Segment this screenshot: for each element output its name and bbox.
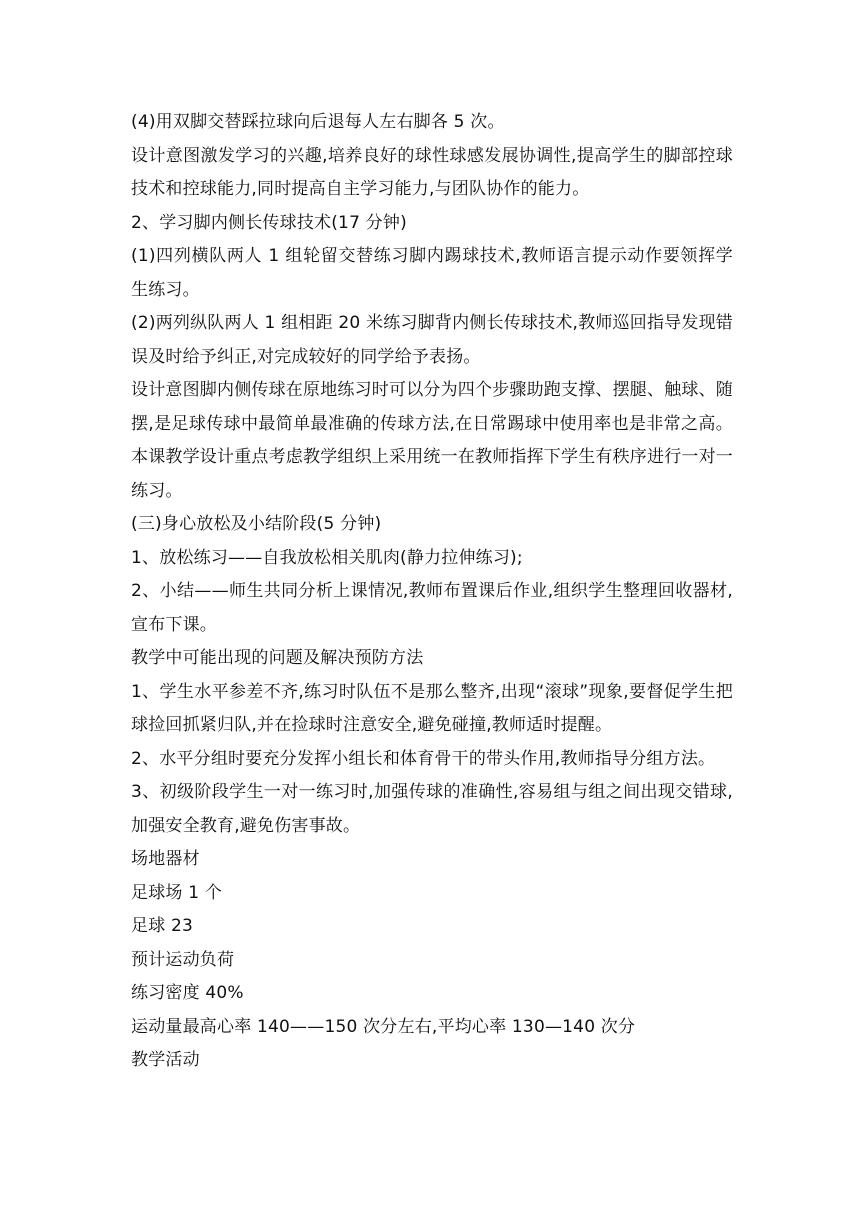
problem-3-paragraph: 3、初级阶段学生一对一练习时,加强传球的准确性,容易组与组之间出现交错球,加强安全教育,避免伤害事故。 bbox=[131, 782, 733, 836]
equipment-balls: 足球 23 bbox=[131, 916, 194, 936]
practice-density: 练习密度 40% bbox=[131, 983, 244, 1003]
heart-rate-line: 运动量最高心率 140——150 次分左右,平均心率 130—140 次分 bbox=[131, 1016, 636, 1037]
equipment-field: 足球场 1 个 bbox=[131, 882, 223, 903]
section-heading-activities: 教学活动 bbox=[131, 1050, 200, 1070]
problem-2-paragraph: 2、水平分组时要充分发挥小组长和体育骨干的带头作用,教师指导分组方法。 bbox=[131, 748, 716, 769]
step-2-paragraph: (2)两列纵队两人 1 组相距 20 米练习脚背内侧长传球技术,教师巡回指导发现错误及时给予纠正,对完成较好的同学给予表扬。 bbox=[131, 313, 733, 367]
section-heading-load: 预计运动负荷 bbox=[131, 949, 235, 970]
step-4-paragraph: (4)用双脚交替踩拉球向后退每人左右脚各 5 次。 bbox=[131, 112, 505, 132]
section-heading-equipment: 场地器材 bbox=[131, 849, 200, 869]
section-heading-long-pass: 2、学习脚内侧长传球技术(17 分钟) bbox=[131, 212, 407, 233]
document-body bbox=[131, 106, 733, 1078]
design-intent-paragraph: 设计意图激发学习的兴趣,培养良好的球性球感发展协调性,提高学生的脚部控球技术和控球能力,同时提高自主学习能力,与团队协作的能力。 bbox=[131, 145, 733, 199]
section-heading-problems: 教学中可能出现的问题及解决预防方法 bbox=[131, 648, 424, 668]
step-1-paragraph: (1)四列横队两人 1 组轮留交替练习脚内踢球技术,教师语言提示动作要领挥学生练习。 bbox=[131, 246, 733, 300]
design-intent-passing-paragraph: 设计意图脚内侧传球在原地练习时可以分为四个步骤助跑支撑、摆腿、触球、随摆,是足球传球中最简单最准确的传球方法,在日常踢球中使用率也是非常之高。本课教学设计重点考虑教学组织上采用统一在教师指挥下学生有秩序进行一对一练习。 bbox=[131, 380, 733, 501]
section-heading-cooldown: (三)身心放松及小结阶段(5 分钟) bbox=[131, 514, 382, 534]
problem-1-paragraph: 1、学生水平参差不齐,练习时队伍不是那么整齐,出现“滚球”现象,要督促学生把球捡回抓紧归队,并在捡球时注意安全,避免碰撞,教师适时提醒。 bbox=[131, 681, 733, 735]
relaxation-paragraph: 1、放松练习——自我放松相关肌肉(静力拉伸练习); bbox=[131, 547, 523, 568]
summary-paragraph: 2、小结——师生共同分析上课情况,教师布置课后作业,组织学生整理回收器材,宣布下课。 bbox=[131, 581, 733, 635]
